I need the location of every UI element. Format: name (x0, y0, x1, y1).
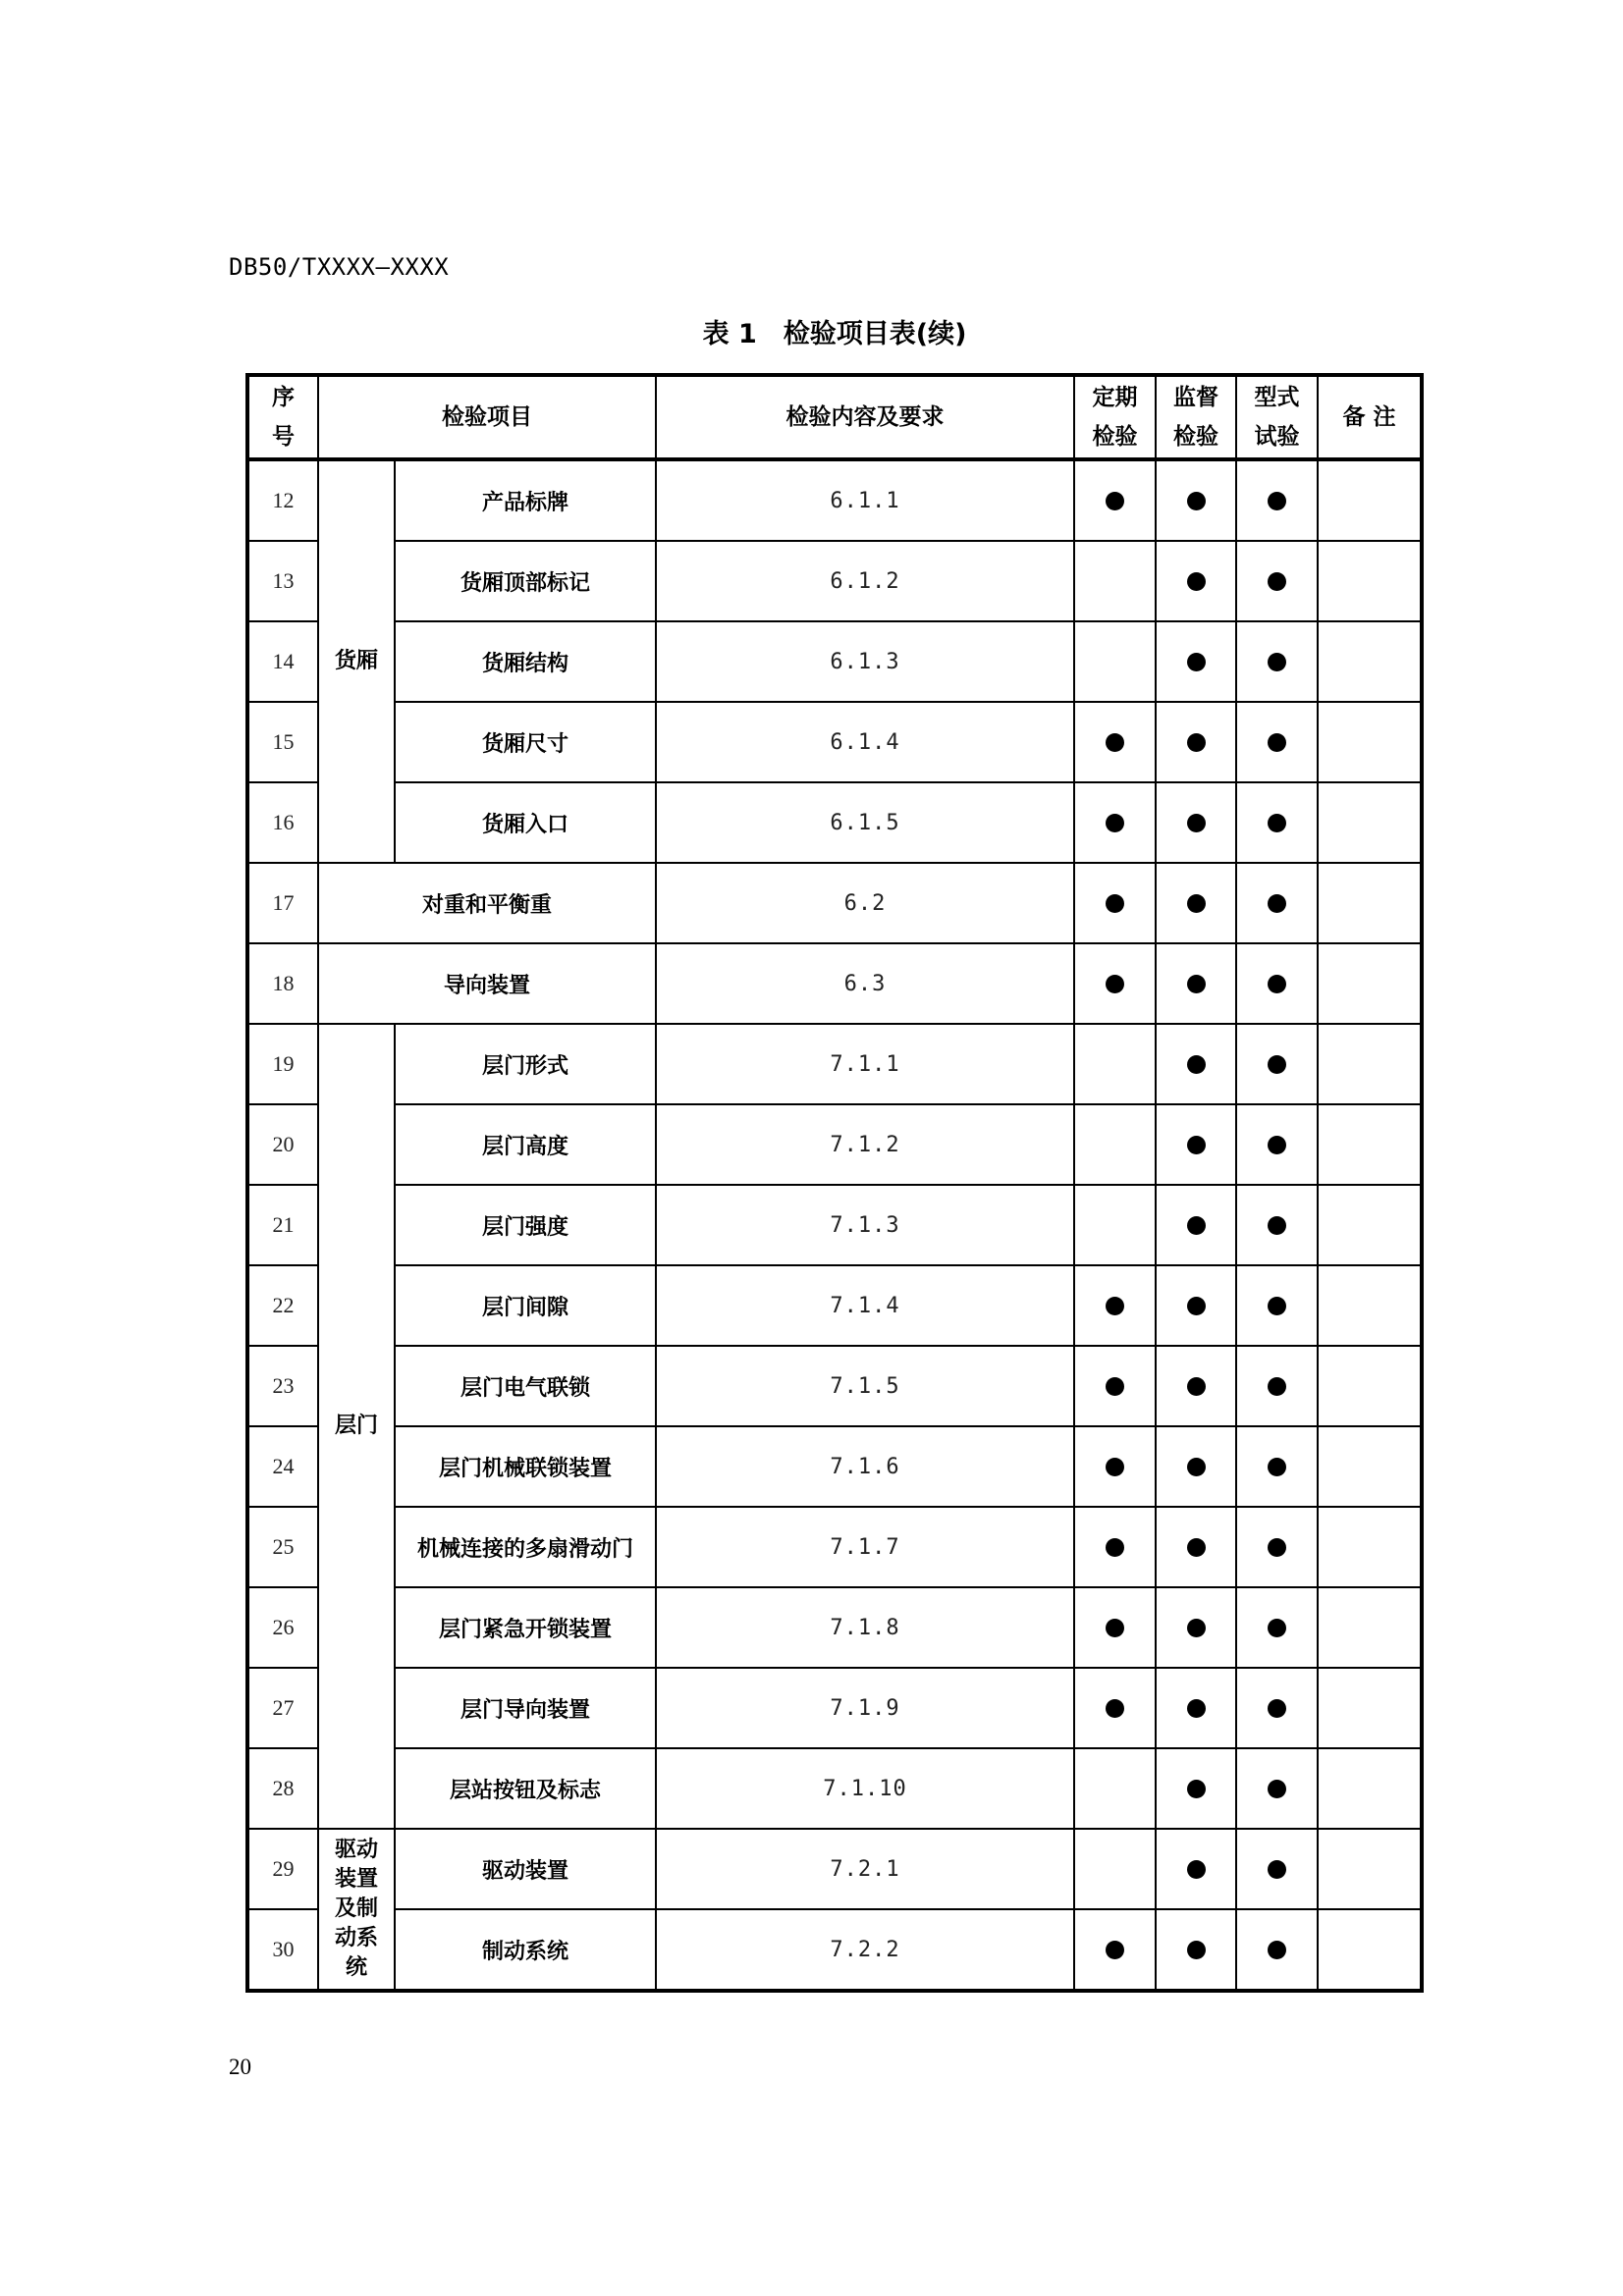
inspection-item: 制动系统 (395, 1909, 656, 1991)
type-test-mark (1236, 1265, 1318, 1346)
row-number: 28 (247, 1748, 318, 1829)
filled-dot-icon (1187, 1860, 1206, 1879)
inspection-item: 层门导向装置 (395, 1668, 656, 1748)
filled-dot-icon (1106, 1458, 1124, 1476)
filled-dot-icon (1106, 814, 1124, 832)
filled-dot-icon (1187, 1538, 1206, 1557)
filled-dot-icon (1106, 1297, 1124, 1315)
type-test-mark (1236, 943, 1318, 1024)
clause-reference: 7.1.2 (656, 1104, 1074, 1185)
periodic-inspection-mark (1074, 782, 1156, 863)
type-test-mark (1236, 459, 1318, 541)
remarks-cell (1318, 1426, 1422, 1507)
clause-reference: 6.1.3 (656, 621, 1074, 702)
clause-reference: 7.1.8 (656, 1587, 1074, 1668)
type-test-mark (1236, 1185, 1318, 1265)
group-label (318, 1024, 395, 1829)
filled-dot-icon (1268, 1216, 1286, 1235)
inspection-item: 对重和平衡重 (318, 863, 656, 943)
table-row (247, 1346, 1422, 1426)
header-content: 检验内容及要求 (656, 375, 1074, 459)
filled-dot-icon (1187, 1458, 1206, 1476)
filled-dot-icon (1187, 572, 1206, 591)
type-test-mark (1236, 1668, 1318, 1748)
table-row (247, 1426, 1422, 1507)
supervision-inspection-mark (1156, 1829, 1236, 1909)
supervision-inspection-mark (1156, 1909, 1236, 1991)
filled-dot-icon (1106, 894, 1124, 913)
type-test-mark (1236, 1104, 1318, 1185)
table-row (247, 1507, 1422, 1587)
filled-dot-icon (1187, 1941, 1206, 1959)
table-row (247, 943, 1422, 1024)
inspection-item: 层门间隙 (395, 1265, 656, 1346)
clause-reference: 7.1.5 (656, 1346, 1074, 1426)
row-number: 29 (247, 1829, 318, 1909)
filled-dot-icon (1106, 733, 1124, 752)
supervision-inspection-mark (1156, 1748, 1236, 1829)
remarks-cell (1318, 1346, 1422, 1426)
row-number: 22 (247, 1265, 318, 1346)
type-test-mark (1236, 1909, 1318, 1991)
inspection-item: 货厢结构 (395, 621, 656, 702)
row-number: 24 (247, 1426, 318, 1507)
remarks-cell (1318, 459, 1422, 541)
supervision-inspection-mark (1156, 863, 1236, 943)
table-row (247, 782, 1422, 863)
inspection-item: 层门电气联锁 (395, 1346, 656, 1426)
supervision-inspection-mark (1156, 541, 1236, 621)
type-test-mark (1236, 621, 1318, 702)
inspection-item: 产品标牌 (395, 459, 656, 541)
clause-reference: 6.3 (656, 943, 1074, 1024)
inspection-item: 机械连接的多扇滑动门 (395, 1507, 656, 1587)
filled-dot-icon (1187, 975, 1206, 993)
clause-reference: 6.2 (656, 863, 1074, 943)
clause-reference: 7.1.7 (656, 1507, 1074, 1587)
clause-reference: 7.2.2 (656, 1909, 1074, 1991)
supervision-inspection-mark (1156, 1346, 1236, 1426)
filled-dot-icon (1187, 653, 1206, 671)
table-row (247, 702, 1422, 782)
remarks-cell (1318, 863, 1422, 943)
supervision-inspection-mark (1156, 1104, 1236, 1185)
remarks-cell (1318, 1587, 1422, 1668)
header-remarks: 备 注 (1318, 375, 1422, 459)
remarks-cell (1318, 1507, 1422, 1587)
group-label-text: 层门 (334, 1414, 378, 1438)
type-test-mark (1236, 863, 1318, 943)
periodic-inspection-mark (1074, 459, 1156, 541)
remarks-cell (1318, 782, 1422, 863)
group-label-text: 驱动装置及制动系统 (334, 1838, 378, 1980)
filled-dot-icon (1268, 894, 1286, 913)
filled-dot-icon (1268, 1458, 1286, 1476)
inspection-items-table (245, 373, 1424, 1993)
remarks-cell (1318, 621, 1422, 702)
table-row (247, 1829, 1422, 1909)
row-number: 15 (247, 702, 318, 782)
header-item: 检验项目 (318, 375, 656, 459)
periodic-inspection-mark (1074, 1829, 1156, 1909)
periodic-inspection-mark (1074, 1748, 1156, 1829)
remarks-cell (1318, 1024, 1422, 1104)
table-row (247, 1265, 1422, 1346)
table-row (247, 863, 1422, 943)
type-test-mark (1236, 541, 1318, 621)
periodic-inspection-mark (1074, 621, 1156, 702)
periodic-inspection-mark (1074, 1426, 1156, 1507)
filled-dot-icon (1268, 1538, 1286, 1557)
header-type-test: 型式 试验 (1236, 375, 1318, 459)
periodic-inspection-mark (1074, 1024, 1156, 1104)
filled-dot-icon (1106, 1619, 1124, 1637)
type-test-mark (1236, 1829, 1318, 1909)
type-test-mark (1236, 702, 1318, 782)
remarks-cell (1318, 1104, 1422, 1185)
type-test-mark (1236, 1024, 1318, 1104)
supervision-inspection-mark (1156, 702, 1236, 782)
remarks-cell (1318, 1185, 1422, 1265)
type-test-mark (1236, 1587, 1318, 1668)
periodic-inspection-mark (1074, 541, 1156, 621)
supervision-inspection-mark (1156, 621, 1236, 702)
type-test-mark (1236, 1426, 1318, 1507)
group-label (318, 459, 395, 863)
supervision-inspection-mark (1156, 1024, 1236, 1104)
remarks-cell (1318, 702, 1422, 782)
type-test-mark (1236, 1346, 1318, 1426)
remarks-cell (1318, 943, 1422, 1024)
filled-dot-icon (1268, 1297, 1286, 1315)
remarks-cell (1318, 1265, 1422, 1346)
filled-dot-icon (1106, 975, 1124, 993)
supervision-inspection-mark (1156, 1587, 1236, 1668)
periodic-inspection-mark (1074, 1265, 1156, 1346)
remarks-cell (1318, 541, 1422, 621)
filled-dot-icon (1268, 492, 1286, 510)
periodic-inspection-mark (1074, 1668, 1156, 1748)
clause-reference: 6.1.4 (656, 702, 1074, 782)
periodic-inspection-mark (1074, 1587, 1156, 1668)
supervision-inspection-mark (1156, 1507, 1236, 1587)
group-label-text: 货厢 (334, 649, 378, 673)
filled-dot-icon (1106, 1699, 1124, 1718)
filled-dot-icon (1187, 1216, 1206, 1235)
table-body (247, 459, 1422, 1991)
row-number: 17 (247, 863, 318, 943)
header-periodic: 定期 检验 (1074, 375, 1156, 459)
remarks-cell (1318, 1829, 1422, 1909)
filled-dot-icon (1187, 733, 1206, 752)
clause-reference: 7.1.3 (656, 1185, 1074, 1265)
clause-reference: 7.2.1 (656, 1829, 1074, 1909)
clause-reference: 7.1.9 (656, 1668, 1074, 1748)
row-number: 23 (247, 1346, 318, 1426)
filled-dot-icon (1187, 814, 1206, 832)
table-row (247, 541, 1422, 621)
filled-dot-icon (1268, 733, 1286, 752)
table-row (247, 459, 1422, 541)
row-number: 19 (247, 1024, 318, 1104)
filled-dot-icon (1106, 492, 1124, 510)
table-row (247, 1185, 1422, 1265)
inspection-item: 导向装置 (318, 943, 656, 1024)
row-number: 18 (247, 943, 318, 1024)
inspection-item: 层门紧急开锁装置 (395, 1587, 656, 1668)
table-row (247, 1909, 1422, 1991)
clause-reference: 6.1.2 (656, 541, 1074, 621)
filled-dot-icon (1268, 653, 1286, 671)
page-number: 20 (229, 2055, 251, 2079)
periodic-inspection-mark (1074, 702, 1156, 782)
clause-reference: 7.1.10 (656, 1748, 1074, 1829)
filled-dot-icon (1268, 1699, 1286, 1718)
filled-dot-icon (1106, 1538, 1124, 1557)
row-number: 26 (247, 1587, 318, 1668)
row-number: 30 (247, 1909, 318, 1991)
table-row (247, 1024, 1422, 1104)
inspection-item: 货厢顶部标记 (395, 541, 656, 621)
clause-reference: 6.1.1 (656, 459, 1074, 541)
filled-dot-icon (1187, 1699, 1206, 1718)
row-number: 25 (247, 1507, 318, 1587)
header-seq: 序 号 (247, 375, 318, 459)
type-test-mark (1236, 782, 1318, 863)
clause-reference: 7.1.6 (656, 1426, 1074, 1507)
filled-dot-icon (1187, 1780, 1206, 1798)
table-row (247, 1668, 1422, 1748)
clause-reference: 7.1.4 (656, 1265, 1074, 1346)
table-header-row (247, 375, 1422, 459)
table-row (247, 1587, 1422, 1668)
periodic-inspection-mark (1074, 1507, 1156, 1587)
row-number: 20 (247, 1104, 318, 1185)
row-number: 27 (247, 1668, 318, 1748)
supervision-inspection-mark (1156, 782, 1236, 863)
filled-dot-icon (1187, 1136, 1206, 1154)
filled-dot-icon (1187, 894, 1206, 913)
supervision-inspection-mark (1156, 1265, 1236, 1346)
inspection-item: 层站按钮及标志 (395, 1748, 656, 1829)
document-code: DB50/TXXXX—XXXX (229, 253, 450, 281)
filled-dot-icon (1268, 572, 1286, 591)
supervision-inspection-mark (1156, 1426, 1236, 1507)
inspection-item: 货厢尺寸 (395, 702, 656, 782)
inspection-item: 货厢入口 (395, 782, 656, 863)
filled-dot-icon (1268, 814, 1286, 832)
header-supervision: 监督 检验 (1156, 375, 1236, 459)
row-number: 16 (247, 782, 318, 863)
filled-dot-icon (1268, 975, 1286, 993)
inspection-item: 层门强度 (395, 1185, 656, 1265)
periodic-inspection-mark (1074, 1185, 1156, 1265)
row-number: 13 (247, 541, 318, 621)
filled-dot-icon (1268, 1055, 1286, 1074)
table-row (247, 1748, 1422, 1829)
inspection-item: 层门形式 (395, 1024, 656, 1104)
clause-reference: 7.1.1 (656, 1024, 1074, 1104)
filled-dot-icon (1187, 1297, 1206, 1315)
filled-dot-icon (1187, 1377, 1206, 1396)
filled-dot-icon (1268, 1136, 1286, 1154)
inspection-item: 层门高度 (395, 1104, 656, 1185)
filled-dot-icon (1187, 492, 1206, 510)
supervision-inspection-mark (1156, 459, 1236, 541)
remarks-cell (1318, 1668, 1422, 1748)
table-row (247, 1104, 1422, 1185)
group-label (318, 1829, 395, 1991)
filled-dot-icon (1106, 1377, 1124, 1396)
remarks-cell (1318, 1909, 1422, 1991)
clause-reference: 6.1.5 (656, 782, 1074, 863)
row-number: 12 (247, 459, 318, 541)
inspection-item: 层门机械联锁装置 (395, 1426, 656, 1507)
filled-dot-icon (1268, 1619, 1286, 1637)
type-test-mark (1236, 1748, 1318, 1829)
supervision-inspection-mark (1156, 1185, 1236, 1265)
periodic-inspection-mark (1074, 1104, 1156, 1185)
periodic-inspection-mark (1074, 1909, 1156, 1991)
inspection-item: 驱动装置 (395, 1829, 656, 1909)
type-test-mark (1236, 1507, 1318, 1587)
table-caption: 表 1 检验项目表(续) (702, 319, 967, 349)
periodic-inspection-mark (1074, 1346, 1156, 1426)
filled-dot-icon (1106, 1941, 1124, 1959)
supervision-inspection-mark (1156, 943, 1236, 1024)
table-row (247, 621, 1422, 702)
periodic-inspection-mark (1074, 863, 1156, 943)
remarks-cell (1318, 1748, 1422, 1829)
row-number: 21 (247, 1185, 318, 1265)
filled-dot-icon (1268, 1780, 1286, 1798)
filled-dot-icon (1187, 1055, 1206, 1074)
filled-dot-icon (1268, 1941, 1286, 1959)
filled-dot-icon (1268, 1860, 1286, 1879)
periodic-inspection-mark (1074, 943, 1156, 1024)
filled-dot-icon (1268, 1377, 1286, 1396)
supervision-inspection-mark (1156, 1668, 1236, 1748)
filled-dot-icon (1187, 1619, 1206, 1637)
row-number: 14 (247, 621, 318, 702)
